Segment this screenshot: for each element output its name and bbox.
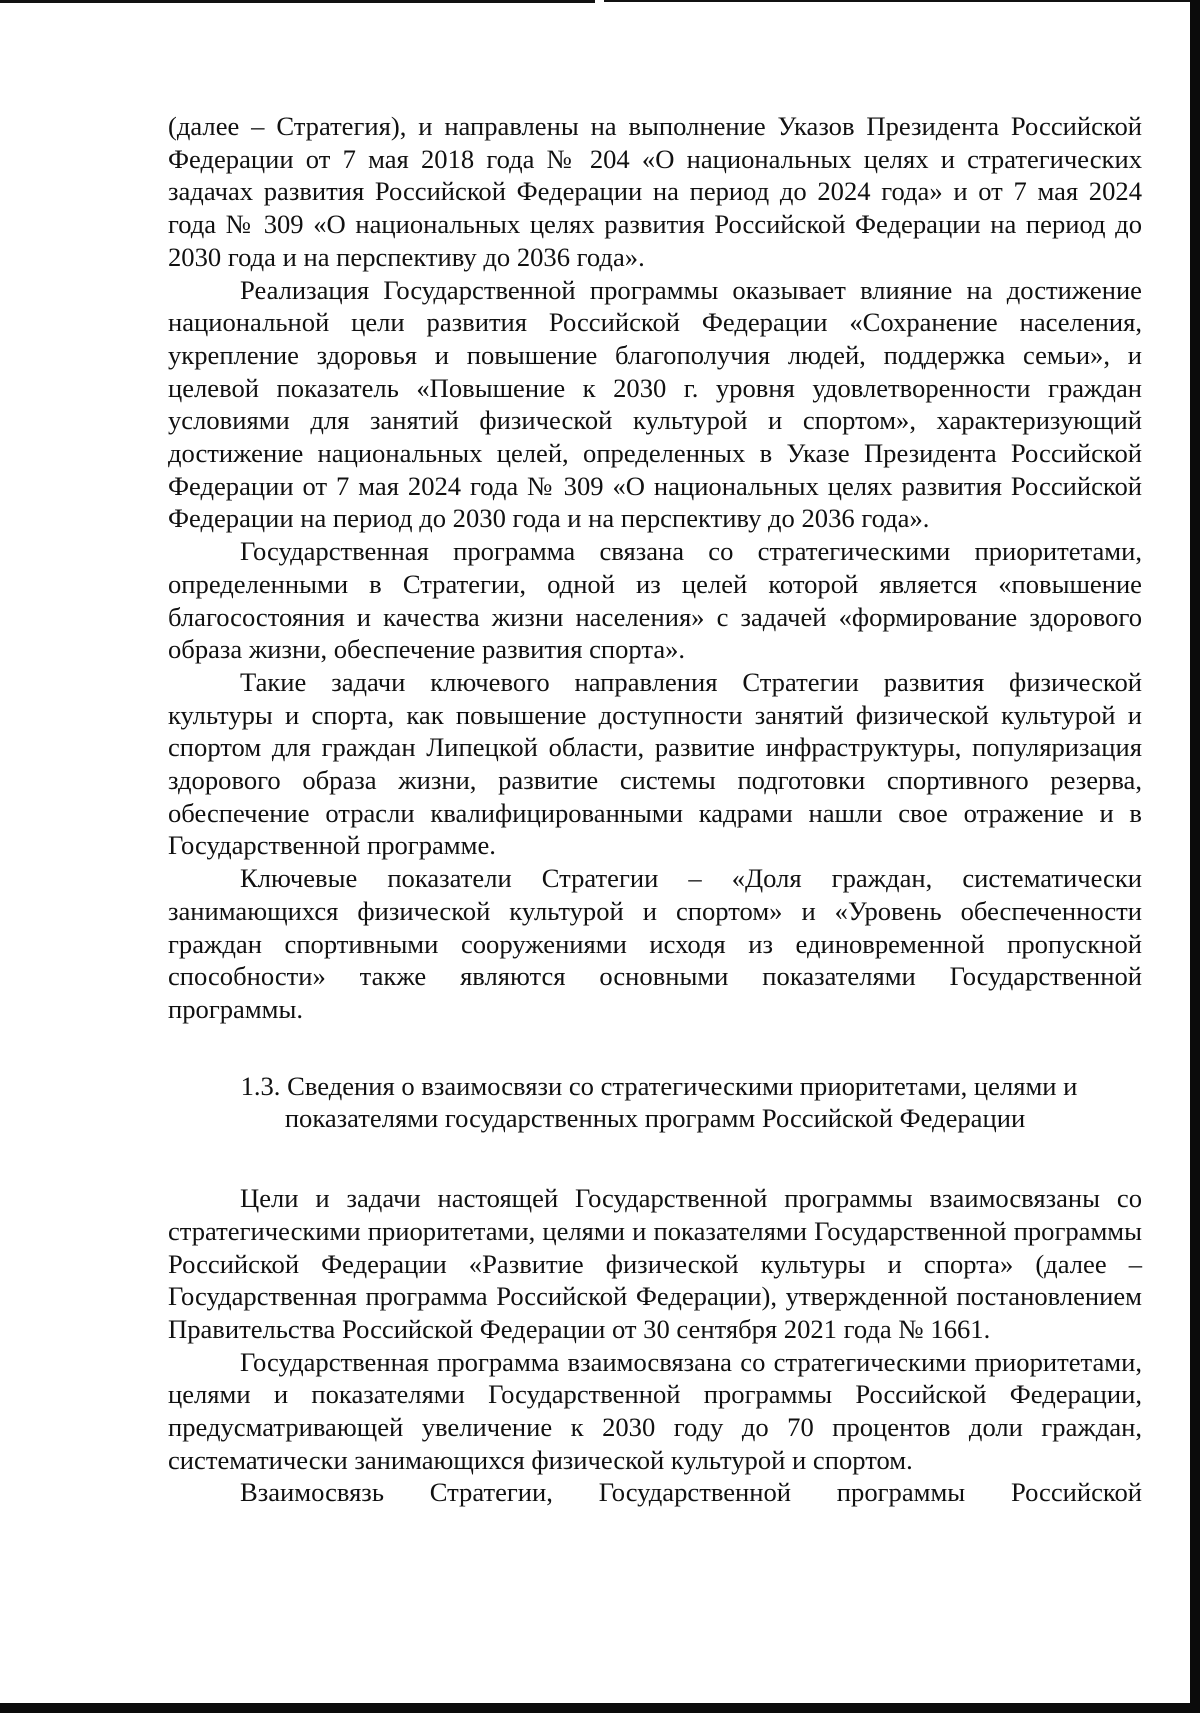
paragraph-national-goals: Реализация Государственной программы оказывает влияние на достижение национальной цели развития Российской Федерации «Сохранение населения, укрепление здоровья и повышение благополучия людей, поддержка семьи», и целевой показатель «Повышение к 2030 г. уровня удовлетворенности граждан условиями для занятий физической культурой и спортом», характеризующий достижение национальных целей, определенных в Указе Президента Российской Федерации от 7 мая 2024 года № 309 «О национальных целях развития Российской Федерации на период до 2030 года и на перспективу до 2036 года». bbox=[168, 274, 1142, 534]
document-body bbox=[168, 110, 1142, 1509]
scan-edge-top-left bbox=[0, 0, 595, 3]
paragraph-program-interrelation: Государственная программа взаимосвязана со стратегическими приоритетами, целями и показателями Государственной программы Российской Федерации, предусматривающей увеличение к 2030 году до 70 процентов доли граждан, систематически занимающихся физической культурой и спортом. bbox=[168, 1346, 1142, 1475]
paragraph-goals-interrelation: Цели и задачи настоящей Государственной программы взаимосвязаны со стратегическими приоритетами, целями и показателями Государственной программы Российской Федерации «Развитие физической культуры и спорта» (далее – Государственная программа Российской Федерации), утвержденной постановлением Правительства Российской Федерации от 30 сентября 2021 года № 1661. bbox=[168, 1183, 1142, 1344]
paragraph-strategy-continuation: (далее – Стратегия), и направлены на выполнение Указов Президента Российской Федерации от 7 мая 2018 года № 204 «О национальных целях и стратегических задачах развития Российской Федерации на период до 2024 года» и от 7 мая 2024 года № 309 «О национальных целях развития Российской Федерации на период до 2030 года и на перспективу до 2036 года». bbox=[168, 111, 1142, 272]
paragraph-strategic-priorities: Государственная программа связана со стратегическими приоритетами, определенными в Стратегии, одной из целей которой является «повышение благосостояния и качества жизни населения» с задачей «формирование здорового образа жизни, обеспечение развития спорта». bbox=[168, 536, 1142, 665]
paragraph-key-indicators: Ключевые показатели Стратегии – «Доля граждан, систематически занимающихся физической культурой и спортом» и «Уровень обеспеченности граждан спортивными сооружениями исходя из единовременной пропускной способности» также являются основными показателями Государственной программы. bbox=[168, 863, 1142, 1024]
scan-edge-top-right bbox=[604, 0, 1200, 2]
paragraph-key-tasks: Такие задачи ключевого направления Стратегии развития физической культуры и спорта, как повышение доступности занятий физической культурой и спортом для граждан Липецкой области, развитие инфраструктуры, популяризация здорового образа жизни, развитие системы подготовки спортивного резерва, обеспечение отрасли квалифицированными кадрами нашли свое отражение и в Государственной программе. bbox=[168, 666, 1142, 861]
section-heading-1-3 bbox=[168, 1070, 1142, 1135]
section-heading-line-1: 1.3. Сведения о взаимосвязи со стратегическими приоритетами, целями и bbox=[240, 1070, 1078, 1101]
scan-edge-right bbox=[1190, 0, 1200, 1713]
scan-edge-bottom bbox=[0, 1703, 1200, 1713]
section-heading-line-2: показателями государственных программ Российской Федерации bbox=[284, 1103, 1026, 1134]
paragraph-interrelation-start: Взаимосвязь Стратегии, Государственной программы Российской bbox=[240, 1477, 1142, 1508]
